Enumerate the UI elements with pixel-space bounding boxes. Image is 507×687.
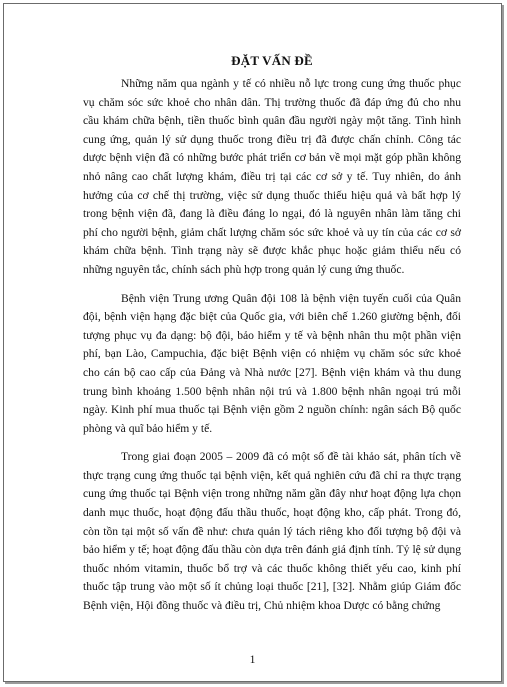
page-content <box>83 53 461 626</box>
page-number: 1 <box>249 653 256 666</box>
document-page <box>3 3 502 682</box>
paragraph-2: Bệnh viện Trung ương Quân đội 108 là bệnh viện tuyến cuối của Quân đội, bệnh viện hạng đặc biệt của Quốc gia, với biên chế 1.260 giường bệnh, đối tượng phục vụ đa dạng: bộ đội, bảo hiểm y tế và bệnh nhân thu một phần viện phí, bạn Lào, Campuchia, đặc biệt Bệnh viện có nhiệm vụ chăm sóc sức khoẻ cho cán bộ cao cấp của Đảng và Nhà nước [27]. Bệnh viện khám và thu dung trung bình khoảng 1.500 bệnh nhân nội trú và 1.800 bệnh nhân ngoại trú mỗi ngày. Kinh phí mua thuốc tại Bệnh viện gồm 2 nguồn chính: ngân sách Bộ quốc phòng và quĩ bảo hiểm y tế. <box>83 291 461 435</box>
paragraph-1: Những năm qua ngành y tế có nhiều nỗ lực trong cung ứng thuốc phục vụ chăm sóc sức khoẻ cho nhân dân. Thị trường thuốc đã đáp ứng đủ cho nhu cầu khám chữa bệnh, tiền thuốc bình quân đầu người ngày một tăng. Tình hình cung ứng, quản lý sử dụng thuốc trong điều trị đã được chấn chỉnh. Công tác dược bệnh viện đã có những bước phát triển cơ bản về mọi mặt góp phần không nhỏ nâng cao chất lượng khám, điều trị tại các cơ sở y tế. Tuy nhiên, do ảnh hưởng của cơ chế thị trường, việc sử dụng thuốc thiếu hiệu quả và bất hợp lý trong bệnh viện đã, đang là điều đáng lo ngại, đó là nguyên nhân làm tăng chi phí cho người bệnh, giảm chất lượng chăm sóc sức khoẻ và uy tín của các cơ sở khám chữa bệnh. Tình trạng này sẽ được khắc phục hoặc giảm thiểu nếu có những nguyên tắc, chính sách phù hợp trong quản lý cung ứng thuốc. <box>83 77 461 276</box>
document-title: ĐẶT VẤN ĐỀ <box>231 53 313 68</box>
paragraph-3: Trong giai đoạn 2005 – 2009 đã có một số đề tài khảo sát, phân tích về thực trạng cung ứng thuốc tại bệnh viện, kết quả nghiên cứu đã chỉ ra thực trạng cung ứng thuốc tại Bệnh viện trong những năm gần đây như hoạt động lựa chọn danh mục thuốc, hoạt động đấu thầu thuốc, hoạt động kho, cấp phát. Trong đó, còn tồn tại một số vấn đề như: chưa quản lý tách riêng kho đối tượng bộ đội và bảo hiểm y tế; hoạt động đấu thầu còn dựa trên đánh giá định tính. Tỷ lệ sử dụng thuốc nhóm vitamin, thuốc bổ trợ và các thuốc không thiết yếu cao, kinh phí thuốc tập trung vào một số ít chủng loại thuốc [21], [32]. Nhằm giúp Giám đốc Bệnh viện, Hội đồng thuốc và điều trị, Chủ nhiệm khoa Dược có bằng chứng <box>83 450 461 613</box>
